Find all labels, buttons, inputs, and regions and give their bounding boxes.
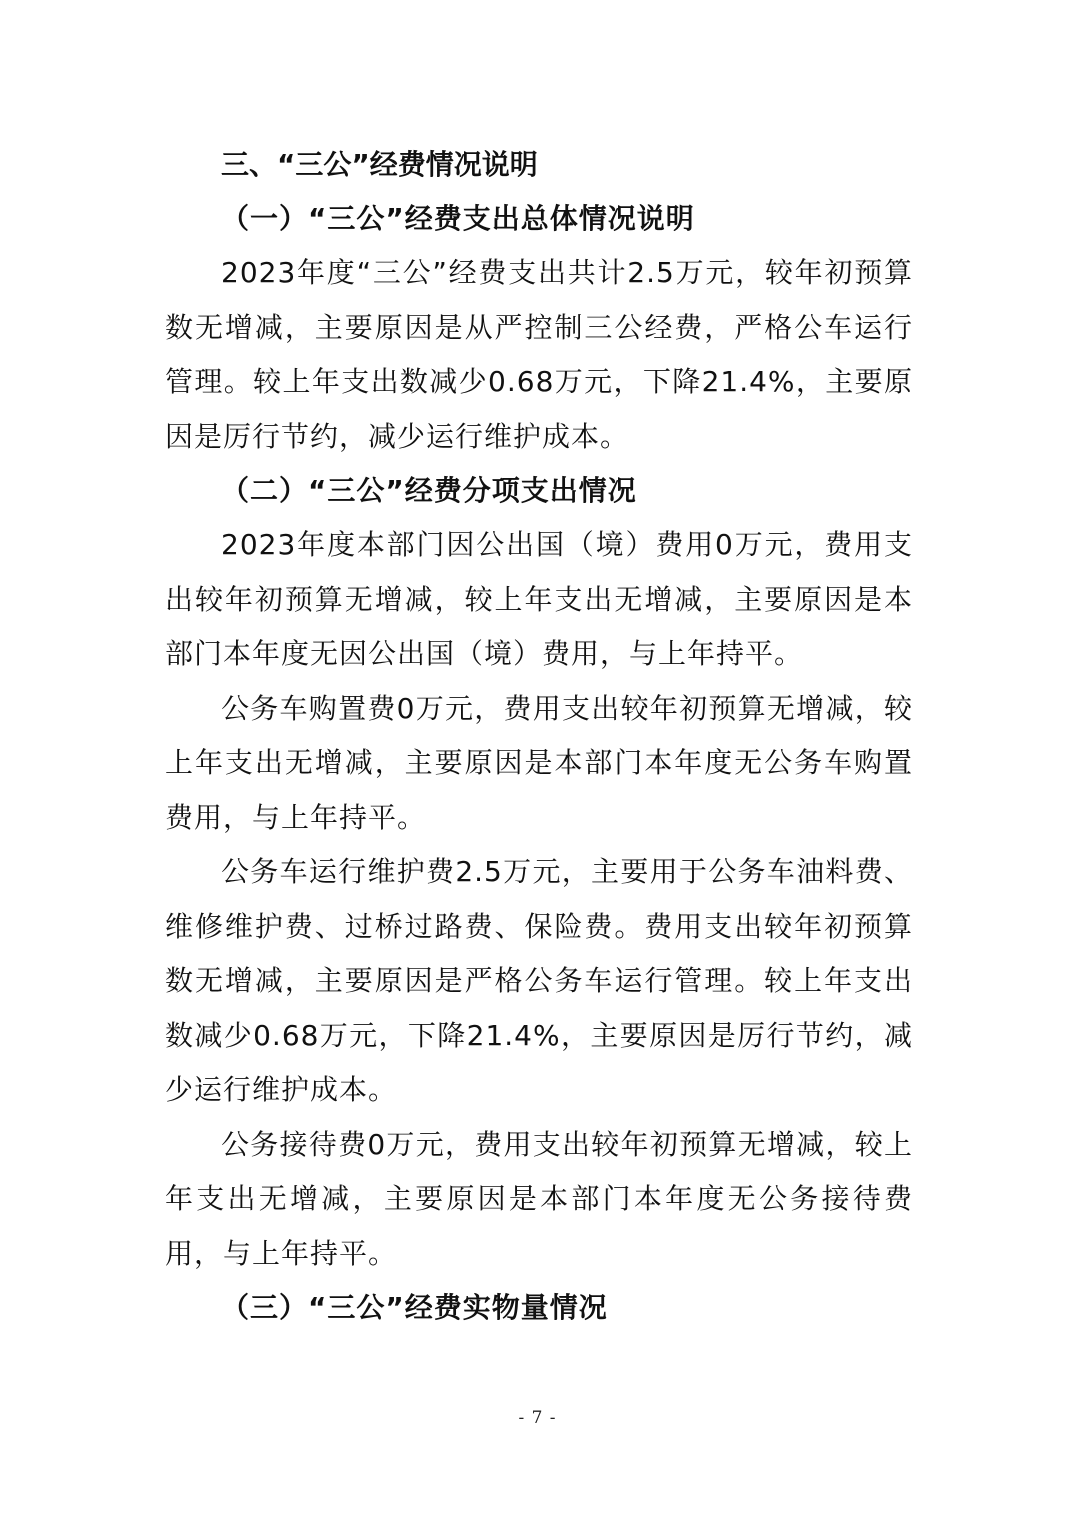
subsection-2-paragraph-2: 公务车购置费0万元，费用支出较年初预算无增减，较上年支出无增减，主要原因是本部门本年度无公务车购置费用，与上年持平。 <box>165 691 913 834</box>
subsection-3-heading: （三）“三公”经费实物量情况 <box>221 1291 608 1324</box>
subsection-2-paragraph-4: 公务接待费0万元，费用支出较年初预算无增减，较上年支出无增减，主要原因是本部门本年度无公务接待费用，与上年持平。 <box>165 1127 913 1270</box>
subsection-1-heading: （一）“三公”经费支出总体情况说明 <box>221 202 695 235</box>
page-number: - 7 - <box>518 1408 557 1428</box>
subsection-1-paragraph-1: 2023年度“三公”经费支出共计2.5万元，较年初预算数无增减，主要原因是从严控制三公经费，严格公车运行管理。较上年支出数减少0.68万元，下降21.4%，主要原因是厉行节约，减少运行维护成本。 <box>165 256 913 453</box>
document-body <box>165 138 913 1335</box>
section-title: 三、“三公”经费情况说明 <box>221 148 538 181</box>
subsection-2-paragraph-3: 公务车运行维护费2.5万元，主要用于公务车油料费、维修维护费、过桥过路费、保险费。费用支出较年初预算数无增减，主要原因是严格公务车运行管理。较上年支出数减少0.68万元，下降21.4%，主要原因是厉行节约，减少运行维护成本。 <box>165 855 913 1106</box>
subsection-2-heading: （二）“三公”经费分项支出情况 <box>221 474 637 507</box>
subsection-2-paragraph-1: 2023年度本部门因公出国（境）费用0万元，费用支出较年初预算无增减，较上年支出无增减，主要原因是本部门本年度无因公出国（境）费用，与上年持平。 <box>165 528 913 670</box>
